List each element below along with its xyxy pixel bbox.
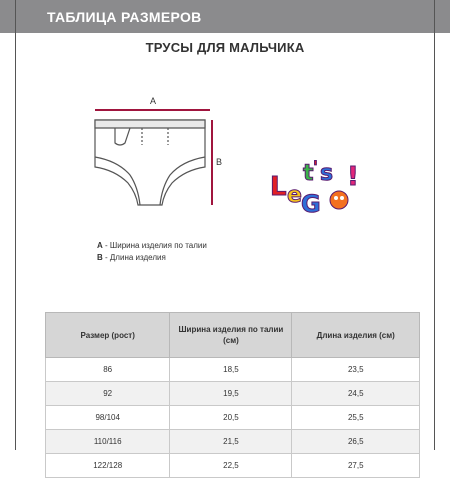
measurement-diagram [80, 95, 230, 220]
cell-length: 26,5 [292, 430, 420, 454]
cell-length: 24,5 [292, 382, 420, 406]
cell-length: 23,5 [292, 358, 420, 382]
table-row [46, 406, 420, 430]
label-b: B [216, 157, 223, 167]
cell-width: 22,5 [170, 454, 292, 478]
logo-letter-s: s [320, 161, 334, 186]
table-row [46, 382, 420, 406]
logo-letter-o [330, 191, 348, 209]
cell-size: 92 [46, 382, 170, 406]
table-header-row [46, 313, 420, 358]
cell-width: 21,5 [170, 430, 292, 454]
header-waist-width: Ширина изделия по талии (см) [170, 313, 292, 358]
cell-width: 19,5 [170, 382, 292, 406]
table-row [46, 454, 420, 478]
legend-item-a: A - Ширина изделия по талии [97, 241, 207, 250]
cell-size: 98/104 [46, 406, 170, 430]
logo-letter-e: e [287, 183, 302, 208]
cell-size: 86 [46, 358, 170, 382]
table-row [46, 358, 420, 382]
lets-go-logo [265, 150, 370, 220]
legend-item-b: B - Длина изделия [97, 253, 166, 262]
header-size: Размер (рост) [46, 313, 170, 358]
header-length: Длина изделия (см) [292, 313, 420, 358]
logo-letter-t: t [303, 161, 314, 186]
legend [97, 240, 207, 264]
logo-apostrophe: ' [313, 157, 318, 176]
label-a: A [150, 96, 157, 106]
logo-letter-g: G [301, 190, 321, 218]
cell-width: 20,5 [170, 406, 292, 430]
product-title: ТРУСЫ ДЛЯ МАЛЬЧИКА [145, 40, 305, 55]
logo-exclamation: ! [347, 162, 359, 192]
cell-length: 25,5 [292, 406, 420, 430]
cell-width: 18,5 [170, 358, 292, 382]
size-table [45, 312, 420, 478]
logo-letter-l: L [270, 172, 287, 202]
header-bar [0, 0, 450, 33]
cell-length: 27,5 [292, 454, 420, 478]
briefs-icon [95, 120, 205, 205]
cell-size: 122/128 [46, 454, 170, 478]
page-title: ТАБЛИЦА РАЗМЕРОВ [47, 8, 202, 25]
cell-size: 110/116 [46, 430, 170, 454]
